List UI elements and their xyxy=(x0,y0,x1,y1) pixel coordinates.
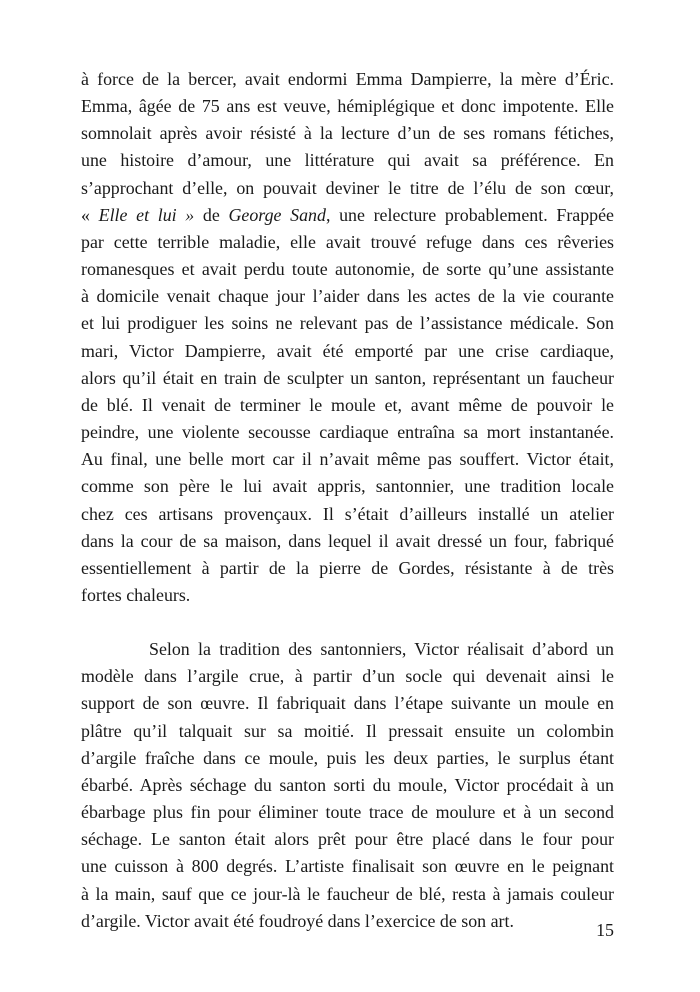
text-line: romanesques et avait perdu toute autonomie, de sorte qu’une assistante xyxy=(81,259,614,280)
text-line: et lui prodiguer les soins ne relevant pas de l’assistance médicale. Son xyxy=(81,313,614,334)
italic-title: George Sand xyxy=(228,204,326,225)
text-line: « Elle et lui » de George Sand, une relecture probablement. Frappée xyxy=(81,204,614,225)
text-line: d’argile. Victor avait été foudroyé dans l’exercice de son art. xyxy=(81,910,514,931)
paragraph-gap xyxy=(81,609,614,636)
text-line: Au final, une belle mort car il n’avait même pas souffert. Victor était, xyxy=(81,449,614,470)
text-line: ébarbage plus fin pour éliminer toute trace de moulure et à un second xyxy=(81,802,614,823)
text-line: support de son œuvre. Il fabriquait dans l’étape suivante un moule en xyxy=(81,693,614,714)
text-line: dans la cour de sa maison, dans lequel il avait dressé un four, fabriqué xyxy=(81,530,614,551)
text-line: une histoire d’amour, une littérature qui avait sa préférence. En xyxy=(81,150,614,171)
text-line: comme son père le lui avait appris, santonnier, une tradition locale xyxy=(81,476,614,497)
text-line: plâtre qu’il talquait sur sa moitié. Il pressait ensuite un colombin xyxy=(81,720,614,741)
page-body xyxy=(81,66,614,935)
text-line: mari, Victor Dampierre, avait été emporté par une crise cardiaque, xyxy=(81,340,614,361)
text-line: par cette terrible maladie, elle avait trouvé refuge dans ces rêveries xyxy=(81,231,614,252)
text-line: ébarbé. Après séchage du santon sorti du moule, Victor procédait à un xyxy=(81,774,614,795)
text-line: séchage. Le santon était alors prêt pour être placé dans le four pour xyxy=(81,829,614,850)
italic-title: Elle et lui » xyxy=(98,204,195,225)
text-line: une cuisson à 800 degrés. L’artiste finalisait son œuvre en le peignant xyxy=(81,856,614,877)
text-line: modèle dans l’argile crue, à partir d’un socle qui devenait ainsi le xyxy=(81,666,614,687)
text-line: à la main, sauf que ce jour-là le faucheur de blé, resta à jamais couleur xyxy=(81,883,614,904)
text-line: Selon la tradition des santonniers, Victor réalisait d’abord un xyxy=(149,639,614,660)
page-number: 15 xyxy=(596,920,614,940)
text-line: à force de la bercer, avait endormi Emma Dampierre, la mère d’Éric. xyxy=(81,69,614,89)
text-line: alors qu’il était en train de sculpter un santon, représentant un faucheur xyxy=(81,367,614,388)
text-line: essentiellement à partir de la pierre de Gordes, résistante à de très xyxy=(81,557,614,578)
text-line: à domicile venait chaque jour l’aider dans les actes de la vie courante xyxy=(81,286,614,307)
paragraph-1 xyxy=(81,66,614,609)
text-line: s’approchant d’elle, on pouvait deviner le titre de l’élu de son cœur, xyxy=(81,177,614,198)
paragraph-2 xyxy=(81,636,614,935)
text-line: d’argile fraîche dans ce moule, puis les deux parties, le surplus étant xyxy=(81,747,614,768)
text-line: Emma, âgée de 75 ans est veuve, hémiplégique et donc impotente. Elle xyxy=(81,96,614,117)
text-line: de blé. Il venait de terminer le moule et, avant même de pouvoir le xyxy=(81,394,614,415)
text-line: fortes chaleurs. xyxy=(81,584,191,605)
text-line: chez ces artisans provençaux. Il s’était d’ailleurs installé un atelier xyxy=(81,503,614,524)
text-line: somnolait après avoir résisté à la lecture d’un de ses romans fétiches, xyxy=(81,123,614,144)
text-line: peindre, une violente secousse cardiaque entraîna sa mort instantanée. xyxy=(81,422,614,443)
